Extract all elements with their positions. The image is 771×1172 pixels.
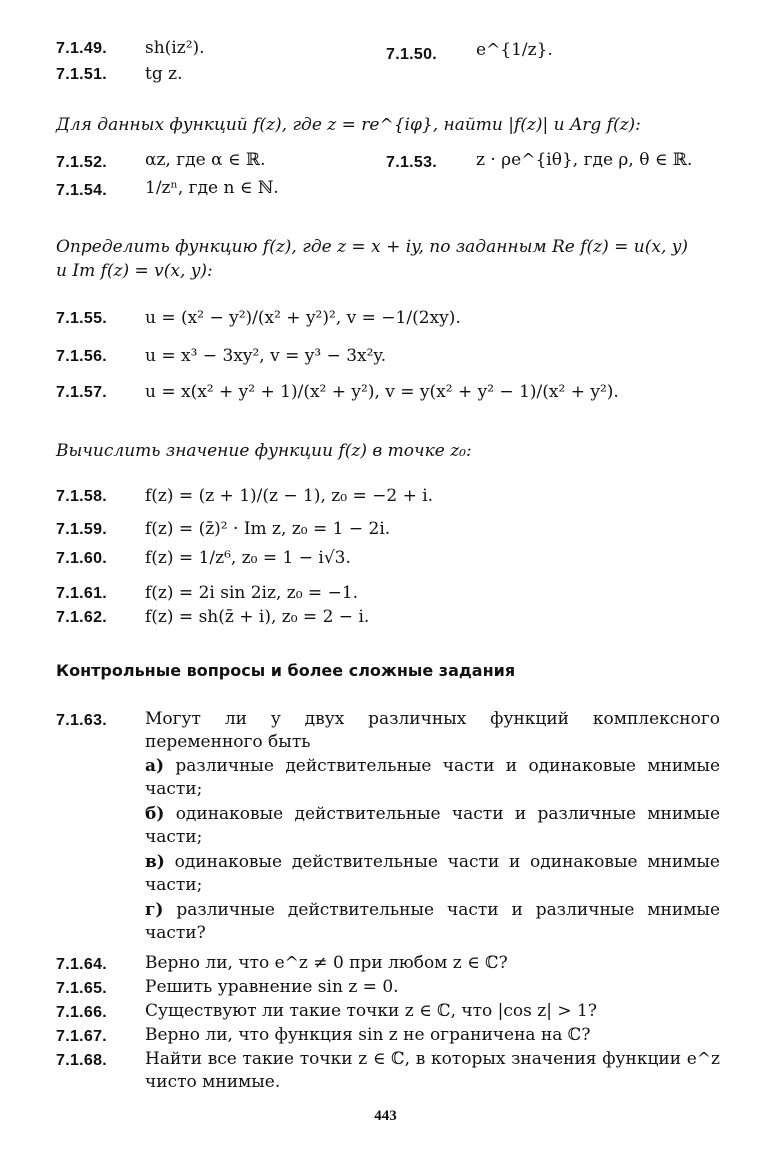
question-7-1-68-text: Найти все такие точки z ∈ ℂ, в которых значения функции e^z чисто мнимые. (145, 1049, 720, 1092)
problem-7-1-61-expression: f(z) = 2i sin 2iz, z₀ = −1. (145, 583, 359, 603)
problem-7-1-49 (56, 38, 107, 59)
item-text: различные действительные части и различные мнимые части? (145, 900, 721, 943)
problem-number: 7.1.66. (56, 1004, 108, 1021)
page-number: 443 (374, 1108, 397, 1124)
instruction-evaluate-function: Вычислить значение функции f(z) в точке z₀: (56, 441, 472, 461)
problem-number: 7.1.55. (56, 310, 108, 327)
problem-7-1-50 (386, 44, 437, 65)
problem-number: 7.1.60. (56, 550, 108, 567)
problem-number: 7.1.54. (56, 182, 108, 199)
problem-number: 7.1.58. (56, 488, 108, 505)
problem-7-1-60 (56, 548, 107, 569)
problem-number: 7.1.57. (56, 384, 108, 401)
problem-7-1-53 (386, 152, 437, 173)
question-7-1-63 (56, 710, 107, 731)
problem-7-1-55 (56, 308, 107, 329)
item-label: в) (145, 852, 165, 872)
question-7-1-63-item-a (145, 755, 720, 801)
question-7-1-66 (56, 1002, 107, 1023)
problem-7-1-50-expression: e^{1/z}. (476, 40, 553, 60)
item-text: одинаковые действительные части и различные мнимые части; (145, 804, 721, 847)
problem-7-1-51 (56, 64, 107, 85)
problem-7-1-55-expression: u = (x² − y²)/(x² + y²)², v = −1/(2xy). (145, 308, 461, 328)
item-text: различные действительные части и одинаковые мнимые части; (145, 756, 720, 799)
problem-number: 7.1.53. (386, 154, 438, 171)
problem-7-1-56 (56, 346, 107, 367)
problem-7-1-58 (56, 486, 107, 507)
problem-7-1-53-expression: z · ρe^{iθ}, где ρ, θ ∈ ℝ. (476, 150, 693, 170)
instruction-define-function-line1: Определить функцию f(z), где z = x + iy, по заданным Re f(z) = u(x, y) (56, 237, 688, 257)
question-7-1-67 (56, 1026, 107, 1047)
question-7-1-65-text: Решить уравнение sin z = 0. (145, 977, 399, 997)
problem-7-1-49-expression: sh(iz²). (145, 38, 205, 58)
problem-7-1-52-expression: αz, где α ∈ ℝ. (145, 150, 266, 170)
problem-7-1-52 (56, 152, 107, 173)
problem-number: 7.1.63. (56, 712, 108, 729)
problem-7-1-59 (56, 519, 107, 540)
item-label: б) (145, 804, 165, 824)
problem-number: 7.1.51. (56, 66, 108, 83)
item-text: одинаковые действительные части и одинаковые мнимые части; (145, 852, 720, 895)
question-7-1-67-text: Верно ли, что функция sin z не ограничена на ℂ? (145, 1025, 591, 1045)
problem-number: 7.1.68. (56, 1052, 108, 1069)
question-7-1-68 (56, 1050, 107, 1071)
problem-7-1-60-expression: f(z) = 1/z⁶, z₀ = 1 − i√3. (145, 548, 351, 568)
instruction-define-function-line2: и Im f(z) = v(x, y): (56, 261, 213, 281)
question-7-1-64-text: Верно ли, что e^z ≠ 0 при любом z ∈ ℂ? (145, 953, 508, 973)
item-label: а) (145, 756, 165, 776)
problem-7-1-54 (56, 180, 107, 201)
item-label: г) (145, 900, 164, 920)
question-7-1-63-item-v (145, 851, 720, 897)
problem-number: 7.1.61. (56, 585, 108, 602)
problem-number: 7.1.59. (56, 521, 108, 538)
question-7-1-63-intro: Могут ли у двух различных функций комплексного переменного быть (145, 709, 720, 752)
question-7-1-63-item-b (145, 803, 720, 849)
problem-number: 7.1.62. (56, 609, 108, 626)
problem-7-1-57-expression: u = x(x² + y² + 1)/(x² + y²), v = y(x² + y² − 1)/(x² + y²). (145, 382, 619, 402)
problem-number: 7.1.67. (56, 1028, 108, 1045)
problem-number: 7.1.56. (56, 348, 108, 365)
problem-7-1-59-expression: f(z) = (z̄)² · Im z, z₀ = 1 − 2i. (145, 519, 391, 539)
problem-number: 7.1.52. (56, 154, 108, 171)
problem-7-1-57 (56, 382, 107, 403)
problem-7-1-58-expression: f(z) = (z + 1)/(z − 1), z₀ = −2 + i. (145, 486, 434, 506)
problem-number: 7.1.49. (56, 40, 108, 57)
section-heading: Контрольные вопросы и более сложные задания (56, 661, 516, 680)
problem-number: 7.1.50. (386, 46, 438, 63)
problem-7-1-62 (56, 607, 107, 628)
question-7-1-64 (56, 954, 107, 975)
problem-7-1-62-expression: f(z) = sh(z̄ + i), z₀ = 2 − i. (145, 607, 370, 627)
question-7-1-63-item-g (145, 899, 720, 945)
problem-number: 7.1.64. (56, 956, 108, 973)
problem-7-1-54-expression: 1/zⁿ, где n ∈ ℕ. (145, 178, 279, 198)
problem-7-1-61 (56, 583, 107, 604)
problem-7-1-56-expression: u = x³ − 3xy², v = y³ − 3x²y. (145, 346, 387, 366)
question-7-1-66-text: Существуют ли такие точки z ∈ ℂ, что |cos z| > 1? (145, 1001, 597, 1021)
problem-number: 7.1.65. (56, 980, 108, 997)
problem-7-1-51-expression: tg z. (145, 64, 183, 84)
question-7-1-65 (56, 978, 107, 999)
instruction-modulus-arg: Для данных функций f(z), где z = re^{iφ}, найти |f(z)| и Arg f(z): (56, 115, 641, 135)
